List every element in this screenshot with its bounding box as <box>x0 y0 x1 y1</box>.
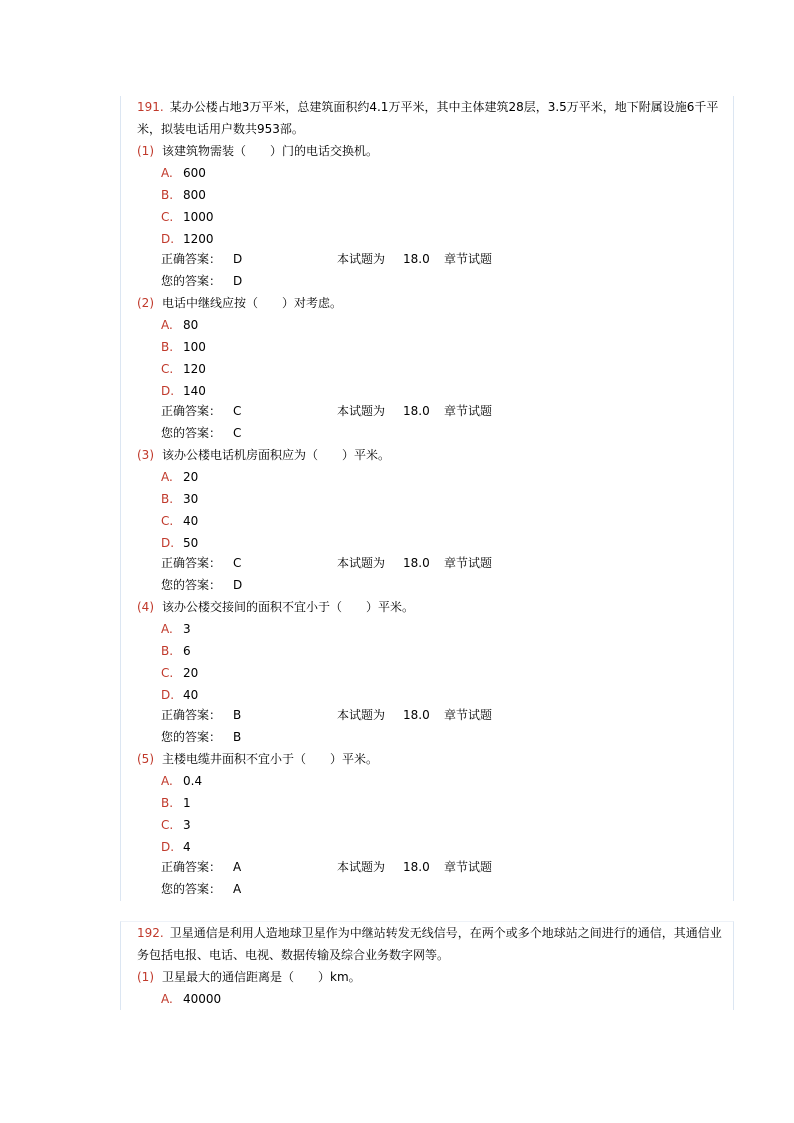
your-answer-label: 您的答案： <box>161 274 222 288</box>
option-label: B. <box>161 796 174 810</box>
correct-answer-label: 正确答案： <box>161 404 222 418</box>
option-label: D. <box>161 232 175 246</box>
your-answer-value: C <box>233 426 242 440</box>
score-value: 18.0 <box>403 252 430 266</box>
sub-question-number: (1) <box>137 970 154 984</box>
your-answer-row <box>161 574 361 596</box>
option-label: B. <box>161 492 174 506</box>
option-a <box>161 466 198 488</box>
sub-question-number: (5) <box>137 752 154 766</box>
option-value: 80 <box>183 318 199 332</box>
option-value: 800 <box>183 188 206 202</box>
option-label: A. <box>161 166 173 180</box>
question-type: 章节试题 <box>444 404 493 418</box>
sub-question-5 <box>137 748 378 770</box>
score-label: 本试题为 <box>337 708 386 722</box>
your-answer-value: B <box>233 730 242 744</box>
score-label: 本试题为 <box>337 556 386 570</box>
option-a <box>161 618 191 640</box>
correct-answer-row <box>161 248 561 270</box>
question-number: 191. <box>137 100 164 114</box>
option-label: A. <box>161 774 173 788</box>
your-answer-label: 您的答案： <box>161 730 222 744</box>
question-stem <box>137 96 733 140</box>
option-value: 1200 <box>183 232 214 246</box>
correct-answer-label: 正确答案： <box>161 860 222 874</box>
option-value: 20 <box>183 666 199 680</box>
sub-question-text: 该建筑物需装（ ）门的电话交换机。 <box>162 144 379 158</box>
question-text: 卫星通信是利用人造地球卫星作为中继站转发无线信号，在两个或多个地球站之间进行的通信，其通信业务包括电报、电话、电视、数据传输及综合业务数字网等。 <box>137 926 722 962</box>
your-answer-label: 您的答案： <box>161 426 222 440</box>
option-label: C. <box>161 210 174 224</box>
option-label: A. <box>161 622 173 636</box>
score-label: 本试题为 <box>337 860 386 874</box>
option-value: 40 <box>183 688 199 702</box>
question-text: 某办公楼占地3万平米，总建筑面积约4.1万平米，其中主体建筑28层，3.5万平米，地下附属设施6千平米，拟装电话用户数共953部。 <box>137 100 719 136</box>
score-value: 18.0 <box>403 708 430 722</box>
sub-question-2 <box>137 292 342 314</box>
option-label: D. <box>161 384 175 398</box>
your-answer-label: 您的答案： <box>161 882 222 896</box>
correct-answer-value: A <box>233 860 242 874</box>
option-value: 40 <box>183 514 199 528</box>
option-value: 0.4 <box>183 774 203 788</box>
your-answer-value: A <box>233 882 242 896</box>
option-c <box>161 510 198 532</box>
option-value: 140 <box>183 384 206 398</box>
option-a <box>161 770 202 792</box>
option-d <box>161 836 191 858</box>
sub-question-1 <box>137 966 361 988</box>
option-b <box>161 792 191 814</box>
option-value: 1 <box>183 796 191 810</box>
your-answer-value: D <box>233 274 243 288</box>
your-answer-row <box>161 726 361 748</box>
option-value: 20 <box>183 470 199 484</box>
correct-answer-value: C <box>233 404 242 418</box>
option-value: 40000 <box>183 992 222 1006</box>
correct-answer-value: B <box>233 708 242 722</box>
question-type: 章节试题 <box>444 556 493 570</box>
option-d <box>161 380 206 402</box>
option-value: 30 <box>183 492 199 506</box>
score-value: 18.0 <box>403 404 430 418</box>
correct-answer-label: 正确答案： <box>161 708 222 722</box>
sub-question-number: (4) <box>137 600 154 614</box>
option-label: C. <box>161 514 174 528</box>
option-label: C. <box>161 666 174 680</box>
sub-question-number: (2) <box>137 296 154 310</box>
option-b <box>161 184 206 206</box>
option-label: C. <box>161 362 174 376</box>
question-191 <box>120 96 734 901</box>
question-type: 章节试题 <box>444 252 493 266</box>
correct-answer-value: C <box>233 556 242 570</box>
correct-answer-row <box>161 704 561 726</box>
option-label: B. <box>161 644 174 658</box>
option-value: 120 <box>183 362 206 376</box>
option-label: A. <box>161 992 173 1006</box>
your-answer-value: D <box>233 578 243 592</box>
option-value: 1000 <box>183 210 214 224</box>
option-a <box>161 314 198 336</box>
score-label: 本试题为 <box>337 252 386 266</box>
score-value: 18.0 <box>403 556 430 570</box>
sub-question-number: (3) <box>137 448 154 462</box>
correct-answer-value: D <box>233 252 243 266</box>
option-value: 3 <box>183 818 191 832</box>
option-value: 3 <box>183 622 191 636</box>
option-c <box>161 662 198 684</box>
option-value: 6 <box>183 644 191 658</box>
your-answer-row <box>161 270 361 292</box>
option-label: D. <box>161 688 175 702</box>
option-b <box>161 336 206 358</box>
question-stem <box>137 922 733 966</box>
your-answer-row <box>161 422 361 444</box>
sub-question-4 <box>137 596 414 618</box>
correct-answer-row <box>161 552 561 574</box>
sub-question-1 <box>137 140 378 162</box>
sub-question-text: 卫星最大的通信距离是（ ）km。 <box>162 970 361 984</box>
correct-answer-label: 正确答案： <box>161 252 222 266</box>
option-label: B. <box>161 188 174 202</box>
option-c <box>161 206 214 228</box>
question-type: 章节试题 <box>444 708 493 722</box>
option-d <box>161 684 198 706</box>
correct-answer-label: 正确答案： <box>161 556 222 570</box>
option-c <box>161 358 206 380</box>
option-label: C. <box>161 818 174 832</box>
question-number: 192. <box>137 926 164 940</box>
option-label: B. <box>161 340 174 354</box>
option-label: A. <box>161 470 173 484</box>
option-b <box>161 640 191 662</box>
sub-question-number: (1) <box>137 144 154 158</box>
correct-answer-row <box>161 400 561 422</box>
sub-question-text: 该办公楼电话机房面积应为（ ）平米。 <box>162 448 391 462</box>
score-value: 18.0 <box>403 860 430 874</box>
option-a <box>161 162 206 184</box>
your-answer-row <box>161 878 361 900</box>
option-label: D. <box>161 840 175 854</box>
option-label: D. <box>161 536 175 550</box>
score-label: 本试题为 <box>337 404 386 418</box>
correct-answer-row <box>161 856 561 878</box>
option-a <box>161 988 221 1010</box>
option-value: 50 <box>183 536 199 550</box>
your-answer-label: 您的答案： <box>161 578 222 592</box>
option-value: 600 <box>183 166 206 180</box>
option-b <box>161 488 198 510</box>
option-value: 4 <box>183 840 191 854</box>
option-d <box>161 532 198 554</box>
question-type: 章节试题 <box>444 860 493 874</box>
option-d <box>161 228 214 250</box>
sub-question-3 <box>137 444 390 466</box>
question-192 <box>120 921 734 1010</box>
option-c <box>161 814 191 836</box>
option-value: 100 <box>183 340 206 354</box>
sub-question-text: 电话中继线应按（ ）对考虑。 <box>162 296 343 310</box>
sub-question-text: 主楼电缆井面积不宜小于（ ）平米。 <box>162 752 379 766</box>
option-label: A. <box>161 318 173 332</box>
sub-question-text: 该办公楼交接间的面积不宜小于（ ）平米。 <box>162 600 415 614</box>
